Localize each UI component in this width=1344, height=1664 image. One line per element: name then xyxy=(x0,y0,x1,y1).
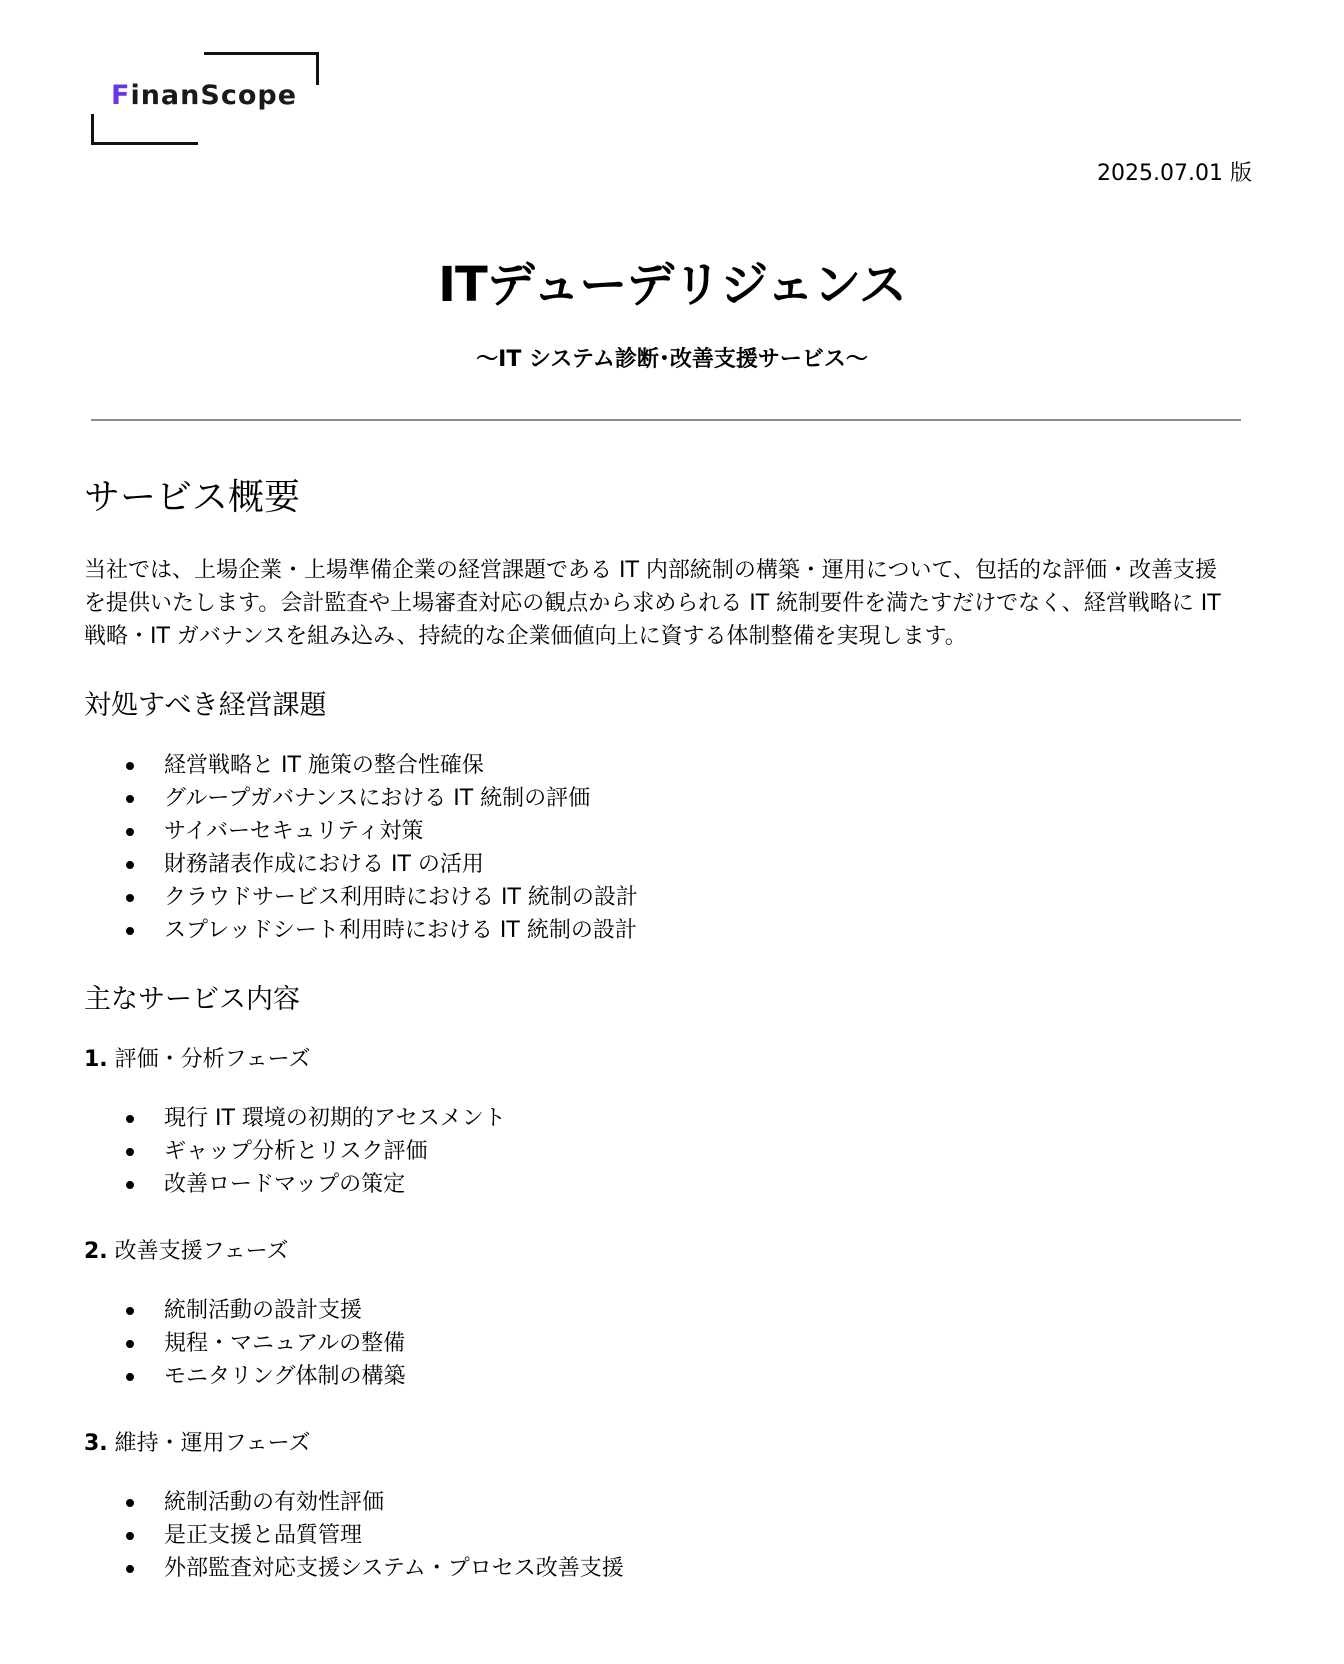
list-item-text: スプレッドシート利用時における IT 統制の設計 xyxy=(164,918,637,943)
list-item-text: 規程・マニュアルの整備 xyxy=(164,1331,406,1356)
bullet-icon xyxy=(126,1340,134,1348)
phase-1-heading xyxy=(84,1043,1264,1076)
overview-heading: サービス概要 xyxy=(84,477,301,518)
logo-wordmark-rest: inanScope xyxy=(130,80,298,111)
phase-label: 維持・運用フェーズ xyxy=(114,1431,311,1456)
list-item xyxy=(84,749,1264,782)
bullet-icon xyxy=(126,927,134,935)
issues-list xyxy=(84,749,1264,947)
logo-wordmark xyxy=(111,80,297,111)
list-item xyxy=(84,1102,1264,1135)
bullet-icon xyxy=(126,861,134,869)
phase-label: 改善支援フェーズ xyxy=(114,1239,289,1264)
list-item xyxy=(84,1552,1264,1585)
list-item-text: 是正支援と品質管理 xyxy=(164,1523,363,1548)
list-item xyxy=(84,1168,1264,1201)
bullet-icon xyxy=(126,1373,134,1381)
logo-bracket-bottom-left xyxy=(91,114,198,145)
bullet-icon xyxy=(126,762,134,770)
list-item xyxy=(84,1486,1264,1519)
list-item-text: クラウドサービス利用時における IT 統制の設計 xyxy=(164,885,638,910)
list-item-text: 現行 IT 環境の初期的アセスメント xyxy=(164,1106,506,1131)
list-item xyxy=(84,848,1264,881)
phase-2-heading xyxy=(84,1235,1264,1268)
list-item-text: 改善ロードマップの策定 xyxy=(164,1172,406,1197)
phase-3-heading xyxy=(84,1427,1264,1460)
list-item xyxy=(84,881,1264,914)
phase-number: 1. xyxy=(84,1047,108,1072)
list-item-text: 経営戦略と IT 施策の整合性確保 xyxy=(164,753,484,778)
page-title: ITデューデリジェンス xyxy=(438,257,906,313)
list-item xyxy=(84,815,1264,848)
logo-wordmark-accent: F xyxy=(111,80,131,111)
issues-heading: 対処すべき経営課題 xyxy=(84,690,327,721)
overview-paragraph: 当社では、上場企業・上場準備企業の経営課題である IT 内部統制の構築・運用について、包括的な評価・改善支援を提供いたします。会計監査や上場審査対応の観点から求められる IT 統制要件を満たすだけでなく、経営戦略に IT 戦略・IT ガバナンスを組み込み、持続的な企業価値向上に資する体制整備を実現します。 xyxy=(84,558,1221,649)
document-body xyxy=(84,474,1264,1619)
phase-1-list xyxy=(84,1102,1264,1201)
list-item-text: 統制活動の設計支援 xyxy=(164,1298,363,1323)
services-heading: 主なサービス内容 xyxy=(84,984,300,1015)
phase-3-list xyxy=(84,1486,1264,1585)
bullet-icon xyxy=(126,1307,134,1315)
list-item-text: 統制活動の有効性評価 xyxy=(164,1490,385,1515)
list-item-text: サイバーセキュリティ対策 xyxy=(164,819,424,844)
title-divider xyxy=(91,419,1241,421)
bullet-icon xyxy=(126,1532,134,1540)
company-logo xyxy=(91,52,321,146)
list-item-text: 外部監査対応支援システム・プロセス改善支援 xyxy=(164,1556,624,1581)
bullet-icon xyxy=(126,828,134,836)
list-item xyxy=(84,1519,1264,1552)
list-item xyxy=(84,1327,1264,1360)
list-item xyxy=(84,782,1264,815)
bullet-icon xyxy=(126,1499,134,1507)
bullet-icon xyxy=(126,1565,134,1573)
list-item xyxy=(84,1360,1264,1393)
bullet-icon xyxy=(126,894,134,902)
bullet-icon xyxy=(126,1148,134,1156)
bullet-icon xyxy=(126,795,134,803)
phase-label: 評価・分析フェーズ xyxy=(114,1047,311,1072)
list-item-text: 財務諸表作成における IT の活用 xyxy=(164,852,484,877)
list-item xyxy=(84,1135,1264,1168)
phase-number: 2. xyxy=(84,1239,108,1264)
version-date: 2025.07.01 版 xyxy=(1097,161,1252,186)
list-item-text: ギャップ分析とリスク評価 xyxy=(164,1139,428,1164)
page-subtitle: ～IT システム診断･改善支援サービス～ xyxy=(476,347,868,372)
list-item-text: モニタリング体制の構築 xyxy=(164,1364,406,1389)
list-item xyxy=(84,1294,1264,1327)
list-item xyxy=(84,914,1264,947)
phase-2-list xyxy=(84,1294,1264,1393)
bullet-icon xyxy=(126,1181,134,1189)
bullet-icon xyxy=(126,1115,134,1123)
phase-number: 3. xyxy=(84,1431,108,1456)
list-item-text: グループガバナンスにおける IT 統制の評価 xyxy=(164,786,591,811)
